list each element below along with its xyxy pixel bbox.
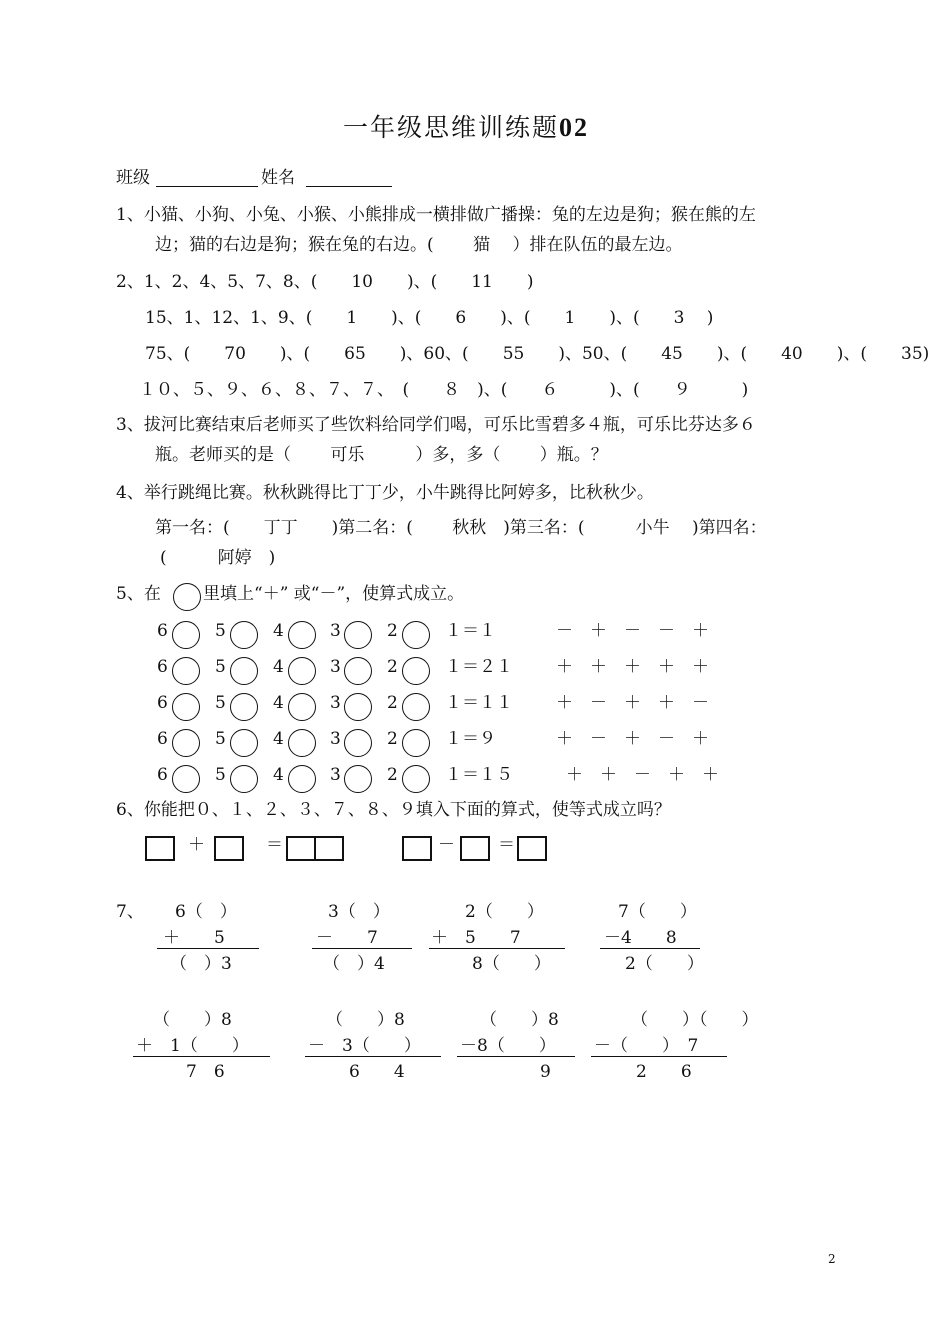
q7-result: 2（ ） xyxy=(625,954,704,974)
title-number: 02 xyxy=(559,113,590,142)
q6-equals-2: ＝ xyxy=(498,835,515,855)
q5-operator-circle[interactable] xyxy=(172,693,200,721)
q5-digit: 3 xyxy=(330,729,341,749)
q5-digit: 4 xyxy=(273,657,284,677)
q7-result: （ ）3 xyxy=(170,954,232,974)
q5-digit: 5 xyxy=(215,621,226,641)
q7-sum-line xyxy=(429,948,565,949)
q5-example-circle xyxy=(173,583,201,611)
q5-operator-circle[interactable] xyxy=(230,765,258,793)
q5-operator-circle[interactable] xyxy=(288,657,316,685)
q5-digit: 6 xyxy=(157,765,168,785)
q4-line3: ( 阿婷 ) xyxy=(160,548,276,568)
q7-operand: －4 8 xyxy=(604,928,677,948)
q5-operator-circle[interactable] xyxy=(288,729,316,757)
q5-equation-result: １＝２１ xyxy=(445,657,513,677)
q5-digit: 5 xyxy=(215,657,226,677)
q5-digit: 6 xyxy=(157,693,168,713)
q5-digit: 2 xyxy=(387,657,398,677)
q5-digit: 2 xyxy=(387,729,398,749)
q5-digit: 3 xyxy=(330,765,341,785)
q5-operator-circle[interactable] xyxy=(230,729,258,757)
q2-line2: 15、1、12、1、9、( 1 )、( 6 )、( 1 )、( 3 ) xyxy=(145,308,714,328)
q7-result: 8（ ） xyxy=(472,954,551,974)
q7-sum-line xyxy=(305,1056,441,1057)
q7-top-number: 2（ ） xyxy=(465,902,544,922)
title-text: 一年级思维训练题 xyxy=(343,113,560,142)
q6-box-1[interactable] xyxy=(145,836,175,861)
q7-result: 6 4 xyxy=(349,1062,405,1082)
q7-result: （ ）4 xyxy=(323,954,385,974)
q5-digit: 6 xyxy=(157,621,168,641)
q7-operand: ＋ 5 xyxy=(163,928,225,948)
class-field[interactable] xyxy=(156,186,258,187)
q6-box-2[interactable] xyxy=(214,836,244,861)
q7-operand: ＋ 1（ ） xyxy=(136,1036,249,1056)
q7-top-number: （ ）8 xyxy=(153,1010,232,1030)
q5-operator-circle[interactable] xyxy=(344,729,372,757)
q5-answer: － ＋ － － ＋ xyxy=(556,621,709,641)
q7-sum-line xyxy=(133,1056,270,1057)
q6-box-6[interactable] xyxy=(460,836,490,861)
q5-operator-circle[interactable] xyxy=(172,729,200,757)
page-number: 2 xyxy=(828,1252,836,1266)
q5-operator-circle[interactable] xyxy=(344,621,372,649)
q6-box-3[interactable] xyxy=(286,836,316,861)
page-title xyxy=(343,108,589,144)
q5-operator-circle[interactable] xyxy=(402,729,430,757)
q5-equation-result: １＝９ xyxy=(445,729,496,749)
q5-digit: 3 xyxy=(330,657,341,677)
q5-equation-result: １＝１１ xyxy=(445,693,513,713)
q6-plus: ＋ xyxy=(188,835,205,855)
class-label: 班级 xyxy=(116,168,150,188)
q5-digit: 4 xyxy=(273,765,284,785)
q5-operator-circle[interactable] xyxy=(288,693,316,721)
q7-sum-line xyxy=(457,1056,575,1057)
q2-line3: 75、( 70 )、( 65 )、60、( 55 )、50、( 45 )、( 40 )、( 35) xyxy=(145,344,930,364)
q7-top-number: （ ）8 xyxy=(480,1010,559,1030)
q5-digit: 4 xyxy=(273,693,284,713)
q7-sum-line xyxy=(591,1056,727,1057)
q6-line1: 6、你能把０、１、２、３、７、８、９填入下面的算式，使等式成立吗？ xyxy=(116,800,671,820)
q5-suffix: 里填上“＋” 或“－”，使算式成立。 xyxy=(203,584,465,604)
q5-digit: 2 xyxy=(387,693,398,713)
q5-digit: 2 xyxy=(387,621,398,641)
q5-digit: 5 xyxy=(215,729,226,749)
q7-operand: － 3（ ） xyxy=(308,1036,421,1056)
q5-digit: 5 xyxy=(215,693,226,713)
q1-line2: 边；猫的右边是狗；猴在兔的右边。( 猫 ）排在队伍的最左边。 xyxy=(155,235,683,255)
q5-operator-circle[interactable] xyxy=(230,693,258,721)
q7-sum-line xyxy=(157,948,259,949)
q5-digit: 3 xyxy=(330,693,341,713)
q5-operator-circle[interactable] xyxy=(230,657,258,685)
q7-operand: －（ ） 7 xyxy=(594,1036,699,1056)
q7-result: 2 6 xyxy=(636,1062,692,1082)
q5-digit: 3 xyxy=(330,621,341,641)
q4-line2: 第一名：( 丁丁 )第二名：( 秋秋 )第三名：( 小牛 )第四名： xyxy=(155,518,767,538)
q5-operator-circle[interactable] xyxy=(172,621,200,649)
q5-operator-circle[interactable] xyxy=(230,621,258,649)
q2-line4: １０、５、９、６、８、７、７、 ( ８ )、( ６ )、( ９ ) xyxy=(139,380,749,400)
q7-top-number: 7（ ） xyxy=(618,902,697,922)
q5-operator-circle[interactable] xyxy=(344,693,372,721)
q5-prefix: 5、在 xyxy=(116,584,161,604)
q3-line2: 瓶。老师买的是（ 可乐 ）多，多（ ）瓶。？ xyxy=(155,445,608,465)
q5-operator-circle[interactable] xyxy=(344,657,372,685)
q5-answer: ＋ ＋ ＋ ＋ ＋ xyxy=(556,657,709,677)
q7-label: 7、 xyxy=(116,902,144,922)
q5-operator-circle[interactable] xyxy=(172,765,200,793)
q7-sum-line xyxy=(600,948,700,949)
q2-line1: 2、1、2、4、5、7、8、( 10 )、( 11 ) xyxy=(116,272,534,292)
q5-answer: ＋ ＋ － ＋ ＋ xyxy=(566,765,719,785)
q5-digit: 4 xyxy=(273,729,284,749)
q7-top-number: 3（ ） xyxy=(328,902,390,922)
q5-operator-circle[interactable] xyxy=(402,621,430,649)
q5-operator-circle[interactable] xyxy=(288,765,316,793)
q5-digit: 5 xyxy=(215,765,226,785)
name-label: 姓名 xyxy=(261,168,295,188)
q6-box-4[interactable] xyxy=(314,836,344,861)
q4-line1: 4、举行跳绳比赛。秋秋跳得比丁丁少，小牛跳得比阿婷多，比秋秋少。 xyxy=(116,483,654,503)
q5-digit: 6 xyxy=(157,729,168,749)
q5-digit: 4 xyxy=(273,621,284,641)
q7-result: 7 6 xyxy=(186,1062,225,1082)
q5-operator-circle[interactable] xyxy=(288,621,316,649)
q6-box-7[interactable] xyxy=(517,836,547,861)
q6-box-5[interactable] xyxy=(402,836,432,861)
q7-operand: － 7 xyxy=(316,928,378,948)
q5-digit: 2 xyxy=(387,765,398,785)
q1-line1: 1、小猫、小狗、小兔、小猴、小熊排成一横排做广播操：兔的左边是狗；猴在熊的左 xyxy=(116,205,756,225)
q5-equation-result: １＝１ xyxy=(445,621,496,641)
q5-answer: ＋ － ＋ ＋ － xyxy=(556,693,709,713)
q7-top-number: 6（ ） xyxy=(175,902,237,922)
q3-line1: 3、拔河比赛结束后老师买了些饮料给同学们喝，可乐比雪碧多４瓶，可乐比芬达多６ xyxy=(116,415,756,435)
q5-operator-circle[interactable] xyxy=(172,657,200,685)
q5-operator-circle[interactable] xyxy=(402,693,430,721)
q7-operand: ＋ 5 7 xyxy=(431,928,521,948)
q7-top-number: （ ）（ ） xyxy=(631,1010,759,1030)
q7-result: 9 xyxy=(540,1062,551,1082)
name-field[interactable] xyxy=(306,186,392,187)
q5-answer: ＋ － ＋ － ＋ xyxy=(556,729,709,749)
q7-sum-line xyxy=(312,948,412,949)
q6-equals-1: ＝ xyxy=(266,835,283,855)
q7-top-number: （ ）8 xyxy=(326,1010,405,1030)
q5-operator-circle[interactable] xyxy=(344,765,372,793)
q5-equation-result: １＝１５ xyxy=(445,765,513,785)
q7-operand: －8（ ） xyxy=(460,1036,556,1056)
q5-operator-circle[interactable] xyxy=(402,765,430,793)
q5-operator-circle[interactable] xyxy=(402,657,430,685)
q5-digit: 6 xyxy=(157,657,168,677)
q6-minus: － xyxy=(438,835,455,855)
